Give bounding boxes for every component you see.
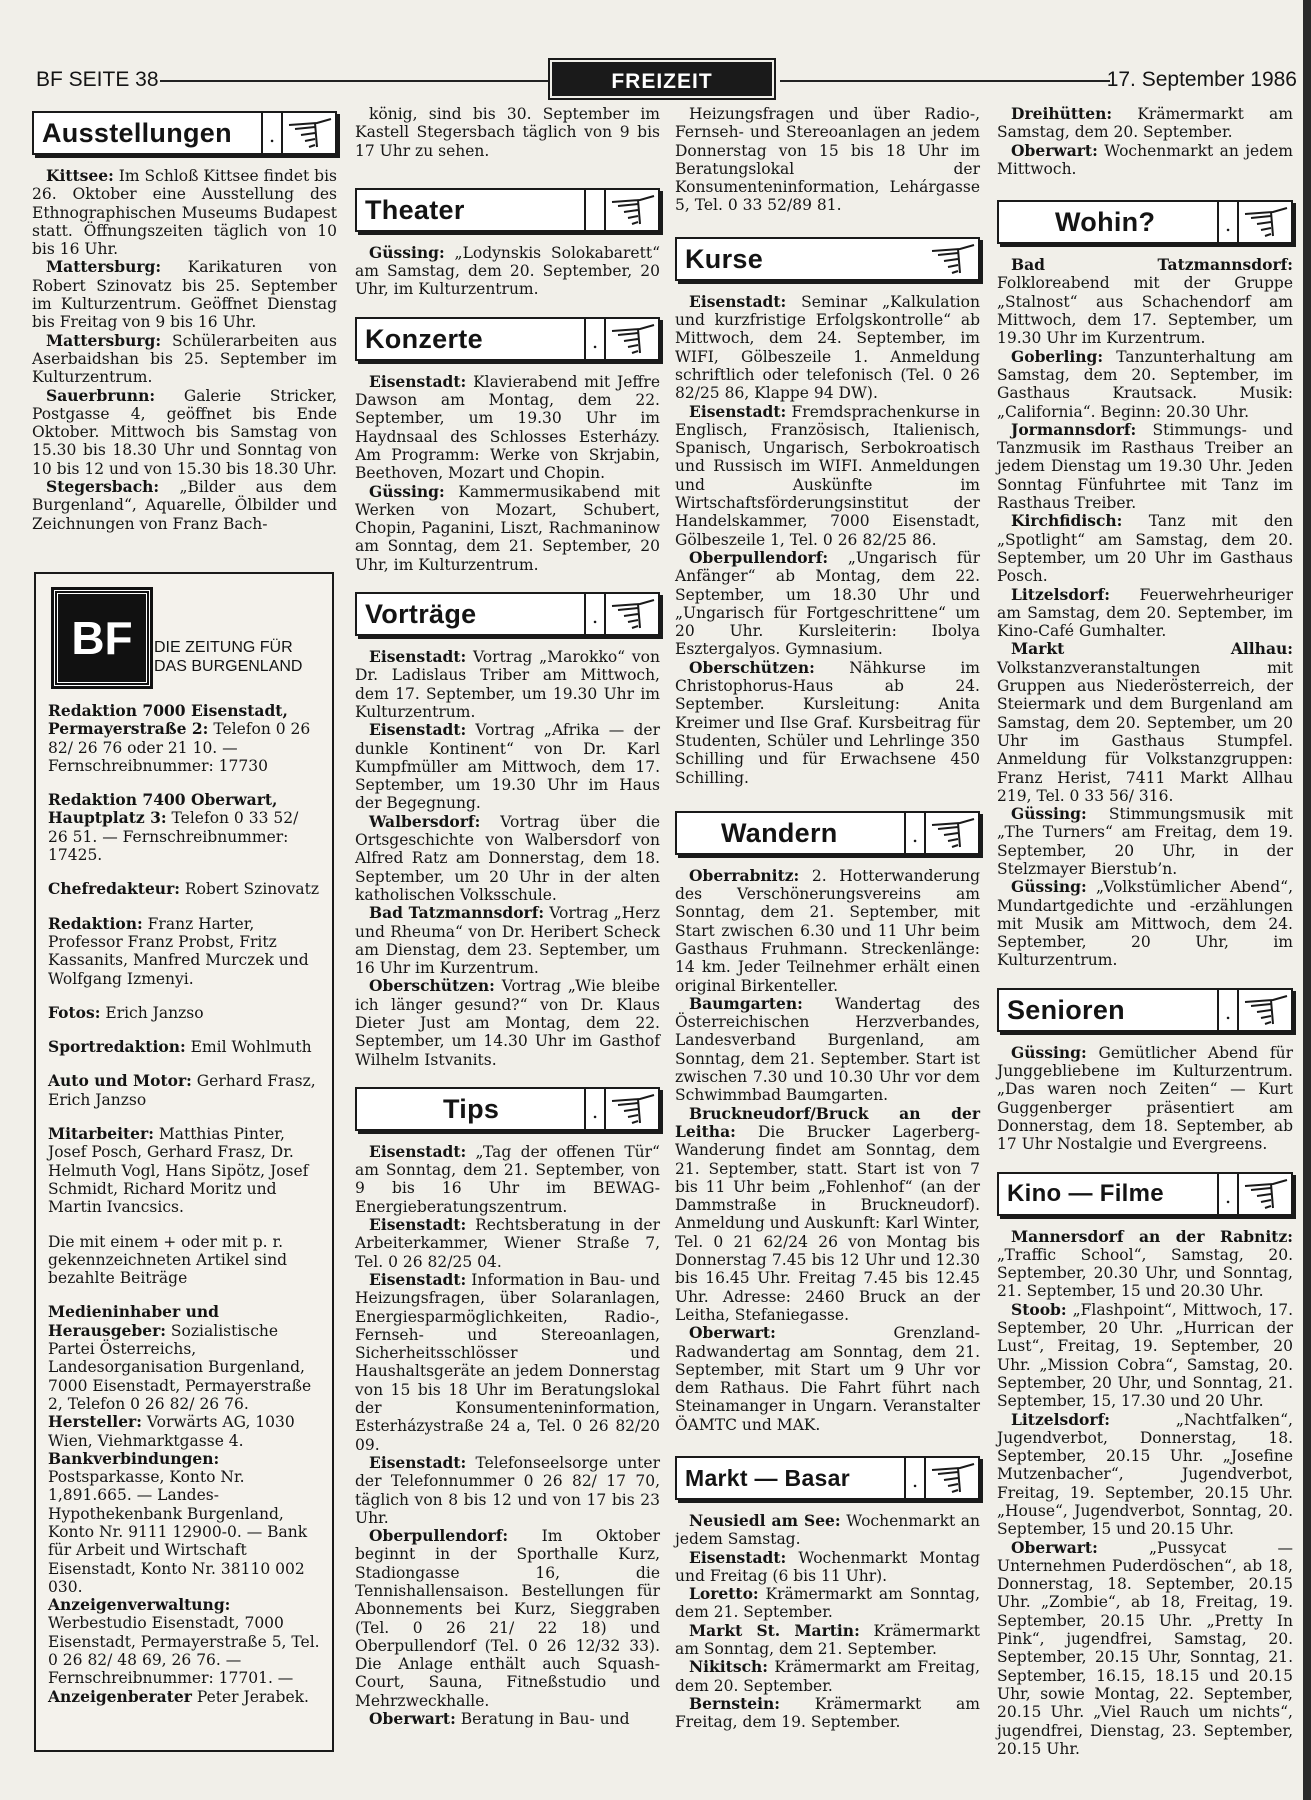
ausstellungen-list (32, 167, 337, 533)
impressum-blocks (48, 702, 320, 1287)
entry-location: Redaktion 7000 Eisenstadt, Permayerstraße 2: (48, 701, 288, 739)
entry-location: Mattersburg: (46, 330, 162, 350)
entry-text: Sozialistische Partei Österreichs, Landesorganisation Burgenland, 7000 Eisenstadt, Permayerstraße 2, Telefon 0 26 82/ 26 76. (48, 1321, 312, 1413)
entry (675, 995, 980, 1105)
entry-location: Eisenstadt: (369, 647, 467, 667)
pointing-hand-icon (610, 192, 656, 228)
entry-location: Loretto: (689, 1584, 759, 1604)
page-edge (1303, 0, 1311, 1800)
wohin-list (997, 256, 1293, 970)
entry (675, 1585, 980, 1622)
entry (48, 880, 320, 898)
entry-text: Feuerwehrheuriger am Samstag, dem 20. September, im Kino-Café Gumhalter. (997, 585, 1293, 641)
entry (355, 483, 660, 574)
bf-logo: BF (54, 590, 150, 686)
entry-location: Medieninhaber und Herausgeber: (48, 1302, 219, 1340)
header-rule-left (160, 80, 548, 82)
entry-text: „Nachtfalken“, Jugendverbot, Donnerstag, 18. September, 20.15 Uhr. „Josefine Mutzenbacher“, Jugendverbot, Freitag, 19. September, 20.15 Uhr. „House“, Jugendverbot, Sonntag, 20. September, 15 und 20.15 Uhr. (997, 1410, 1293, 1539)
column-3 (675, 105, 980, 1732)
entry-text: Im Schloß Kittsee findet bis 26. Oktober eine Ausstellung des Ethnographischen Museums Budapest statt. Öffnungszeiten täglich von 10 bis 16 Uhr. (32, 167, 338, 259)
entry-text: Franz Harter, Professor Franz Probst, Fritz Kassanits, Manfred Murczek und Wolfgang Izmenyi. (48, 914, 309, 988)
header-rule-right (780, 80, 1110, 82)
entry (675, 549, 980, 659)
entry-location: Bad Tatzmannsdorf: (369, 903, 545, 923)
entry (48, 1125, 320, 1216)
entry-location: Stegersbach: (46, 477, 160, 497)
entry-location: Mattersburg: (46, 257, 162, 277)
entry-location: Chefredakteur: (48, 879, 180, 899)
entry-text: „Traffic School“, Samstag, 20. September, 20.30 Uhr, und Sonntag, 21. September, 15 und 20.30 Uhr. (997, 1245, 1293, 1301)
entry-location: Goberling: (1011, 346, 1104, 366)
heading-theater: Theater (355, 188, 660, 232)
entry (355, 1216, 660, 1271)
entry-text: Postsparkasse, Konto Nr. 1,891.665. — Landes-Hypothekenbank Burgenland, Konto Nr. 9111 12900-0. — Bank für Arbeit und Wirtschaft Eisenstadt, Konto Nr. 38110 002 030. (48, 1468, 308, 1596)
entry-text: Vortrag über die Ortsgeschichte von Walbersdorf von Alfred Ratz am Donnerstag, dem 18. September, um 20 Uhr in der alten katholischen Volksschule. (355, 812, 660, 904)
entry-location: Eisenstadt: (369, 1215, 467, 1235)
entry-location: Kittsee: (46, 166, 114, 185)
entry (997, 878, 1293, 969)
entry-text: Matthias Pinter, Josef Posch, Gerhard Frasz, Dr. Helmuth Vogl, Hans Sipötz, Josef Schmidt, Richard Moritz und Martin Ivancsics. (48, 1125, 309, 1217)
entry-text: Klavierabend mit Jeffre Dawson am Montag, dem 22. September, um 19.30 Uhr im Haydnsaal des Schlosses Esterházy. Am Programm: Werke von Skrjabin, Beethoven, Mozart und Chopin. (355, 372, 660, 483)
entry (997, 512, 1293, 585)
pointing-hand-icon (610, 1091, 656, 1127)
entry-text: Nähkurse im Christophorus-Haus ab 24. September. Kursleitung: Anita Kreimer und Ilse Graf. Kursbeitrag für Studenten, Schüler und Lehrlinge 350 Schilling und für Erwachsene 450 Schilling. (675, 658, 980, 787)
kurse-list (675, 293, 980, 787)
entry-text: Volkstanzveranstaltungen mit Gruppen aus Niederösterreich, der Steiermark und dem Burgenland am Samstag, dem 20. September, um 20 Uhr im Gasthaus Stumpfel. Anmeldung für Volkstanzgruppen: Franz Herist, 7411 Markt Allhau 219, Tel. 0 33 56/ 316. (997, 658, 1293, 805)
entry (675, 1549, 980, 1586)
entry (997, 1301, 1293, 1411)
entry (355, 1527, 660, 1710)
entry-text: Seminar „Kalkulation und kurzfristige Erfolgskontrolle“ ab Mittwoch, dem 24. September, im WIFI, Gölbeszeile 1. Anmeldung schriftlich oder telefonisch (Tel. 0 26 82/25 86, Klappe 94 DW). (675, 292, 980, 403)
entry (997, 640, 1293, 805)
entry-text: Telefon 0 26 82/ 26 76 oder 21 10. — Fernschreibnummer: 17730 (48, 720, 311, 775)
entry-text: Gerhard Frasz, Erich Janzso (48, 1072, 316, 1109)
markt-continued-list (997, 105, 1293, 178)
entry (32, 332, 337, 387)
entry (675, 659, 980, 787)
entry-location: Jormannsdorf: (1011, 419, 1137, 439)
entry-text: Vortrag „Marokko“ von Dr. Ladislaus Triber am Mittwoch, dem 17. September, um 19.30 Uhr im Kulturzentrum. (355, 648, 660, 721)
entry-text: Wochenmarkt Montag und Freitag (6 bis 11 Uhr). (675, 1548, 980, 1585)
page-label: BF SEITE 38 (36, 68, 159, 91)
entry (997, 421, 1293, 512)
heading-kurse: Kurse (675, 237, 980, 281)
pointing-hand-icon (1243, 992, 1289, 1028)
entry (355, 721, 660, 812)
entry-location: Oberschützen: (689, 657, 815, 677)
entry-location: Litzelsdorf: (1011, 1409, 1110, 1429)
entry-text: Telefonseelsorge unter der Telefonnummer 0 26 82/ 17 70, täglich von 8 bis 12 und von 17 bis 23 Uhr. (355, 1453, 660, 1527)
theater-list (355, 244, 660, 299)
entry-text: Wochenmarkt an jedem Samstag. (675, 1512, 980, 1549)
entry (997, 805, 1293, 878)
entry-text: „Tag der offenen Tür“ am Sonntag, dem 21. September, von 9 bis 16 Uhr im BEWAG-Energieberatungszentrum. (355, 1142, 660, 1216)
heading-vortraege: Vorträge . (355, 592, 660, 636)
entry-location: Sauerbrunn: (46, 385, 156, 405)
wandern-list (675, 867, 980, 1434)
entry-location: Dreihütten: (1011, 104, 1113, 123)
entry-text: 2. Hotterwanderung des Verschönerungsvereins am Sonntag, dem 21. September, mit Start zwischen 6.30 und 11 Uhr beim Gasthaus Fruhmann. Streckenlänge: 14 km. Jeder Teilnehmer erhält einen original Birkenteller. (675, 866, 980, 995)
entry-text: Im Oktober beginnt in der Sporthalle Kurz, Stadiongasse 16, die Tennishallensaison. Bestellungen für Abonnements bei Kurz, Sieggraben (Tel. 0 26 21/ 22 18) und Oberpullendorf (Tel. 0 26 12/32 33). Die Anlage enthält auch Squash-Court, Sauna, Fitneßstudio und Mehrzweckhalle. (355, 1527, 660, 1710)
entry-text: Erich Janzso (100, 1003, 204, 1022)
entry-text: Beratung in Bau- und (455, 1710, 630, 1729)
entry (355, 648, 660, 721)
entry (355, 373, 660, 483)
entry-location: Oberschützen: (369, 976, 495, 996)
entry (32, 387, 337, 478)
pointing-hand-icon (1243, 1176, 1289, 1212)
entry-location: Güssing: (369, 481, 445, 501)
entry-text: Peter Jerabek. (191, 1687, 309, 1706)
entry-text: Krämermarkt am Sonntag, dem 21. September. (675, 1621, 981, 1659)
entry (997, 348, 1293, 421)
entry-location: Fotos: (48, 1002, 101, 1022)
entry-location: Eisenstadt: (689, 401, 787, 421)
entry-text: „Lodynskis Solokabarett“ am Samstag, dem 20. September, 20 Uhr, im Kulturzentrum. (355, 243, 660, 299)
entry (32, 478, 337, 533)
entry-location: Bankverbindungen: (48, 1448, 220, 1468)
entry-location: Eisenstadt: (369, 1269, 467, 1289)
entry (997, 1228, 1293, 1301)
entry-location: Baumgarten: (689, 993, 803, 1013)
entry-text: „Bilder aus dem Burgenland“, Aquarelle, Ölbilder und Zeichnungen von Franz Bach- (32, 478, 337, 533)
entry (355, 1143, 660, 1216)
entry-text: Folkloreabend mit der Gruppe „Stalnost“ aus Schachendorf am Mittwoch, dem 17. September, um 19.30 Uhr im Kurzentrum. (997, 274, 1293, 348)
entry-text: Wandertag des Österreichischen Herzverbandes, Landesverband Burgenland, am Sonntag, dem 21. September. Start ist zwischen 7.30 und 10.30 Uhr vor dem Schwimmbad Baumgarten. (675, 994, 980, 1105)
entry (675, 1512, 980, 1549)
entry (675, 1324, 980, 1434)
entry (675, 293, 980, 403)
entry (48, 1303, 320, 1413)
entry-location: Oberpullendorf: (689, 547, 829, 567)
entry-location: Markt St. Martin: (689, 1620, 860, 1640)
entry (48, 1450, 320, 1596)
entry-location: Auto und Motor: (48, 1071, 192, 1091)
entry (997, 1044, 1293, 1154)
entry-location: Güssing: (369, 242, 445, 262)
tips-list (355, 1143, 660, 1729)
entry-location: Eisenstadt: (369, 1452, 467, 1472)
senioren-list (997, 1044, 1293, 1154)
entry (48, 1072, 320, 1109)
entry-location: Markt Allhau: (1011, 639, 1293, 659)
entry (997, 586, 1293, 641)
entry-text: Stimmungsmusik mit „The Turners“ am Freitag, dem 19. September, 20 Uhr, in der Stelzmayer Bierstub’n. (997, 805, 1293, 878)
entry-location: Oberwart: (1011, 1537, 1098, 1557)
heading-ausstellungen: Ausstellungen . (32, 111, 337, 155)
heading-kino: Kino — Filme . (997, 1172, 1293, 1216)
page-header (0, 0, 1311, 100)
impressum-box (34, 572, 334, 1752)
column-1 (32, 105, 337, 533)
entry (48, 1596, 320, 1687)
entry (675, 1695, 980, 1732)
entry-location: Anzeigenverwaltung: (48, 1595, 231, 1615)
entry (355, 813, 660, 904)
entry-location: Oberwart: (689, 1323, 776, 1343)
entry-location: Oberwart: (369, 1709, 456, 1729)
heading-tips: Tips . (355, 1087, 660, 1131)
entry-location: Nikitsch: (689, 1657, 768, 1677)
entry-text: „Flashpoint“, Mittwoch, 17. September, 20 Uhr. „Hurrican der Lust“, Freitag, 19. September, 20 Uhr. „Mission Cobra“, Samstag, 20. September, 20 Uhr, und Sonntag, 21. September, 15, 17.30 und 20 Uhr. (997, 1300, 1293, 1411)
entry (355, 244, 660, 299)
continued-text: Heizungsfragen und über Radio-, Fernseh- und Stereoanlagen an jedem Donnerstag von 15 bis 18 Uhr im Beratungslokal der Konsumenteninformation, Lehárgasse 5, Tel. 0 33 52/89 81. (675, 105, 980, 215)
entry-text: Krämermarkt am Freitag, dem 20. September. (675, 1658, 980, 1695)
entry (997, 142, 1293, 179)
entry-location: Bruckneudorf/Bruck an der Leitha: (675, 1103, 980, 1141)
markt-list (675, 1512, 980, 1732)
entry (675, 1622, 980, 1659)
heading-wandern: Wandern . (675, 811, 980, 855)
entry (355, 1710, 660, 1728)
entry (32, 167, 337, 258)
entry-text: Krämermarkt am Sonntag, dem 21. September. (675, 1585, 980, 1622)
kino-list (997, 1228, 1293, 1759)
logo-tagline: DIE ZEITUNG FÜR DAS BURGENLAND (154, 639, 303, 675)
entry-location: Oberrabnitz: (689, 865, 800, 885)
entry-text: Gemütlicher Abend für Junggebliebene im Kulturzentrum. „Das waren noch Zeiten“ — Kurt Guggenberger präsentiert am Donnerstag, dem 18. September, ab 17 Uhr Nostalgie und Evergreens. (997, 1043, 1293, 1154)
entry (48, 1233, 320, 1288)
entry (355, 1454, 660, 1527)
entry-text: Grenzland-Radwandertag am Sonntag, dem 21. September, mit Start um 9 Uhr vor dem Rathaus. Die Fahrt führt nach Steinamanger in Ungarn. Veranstalter ÖAMTC und MAK. (675, 1324, 980, 1434)
pointing-hand-icon (930, 241, 976, 277)
entry-location: Walbersdorf: (369, 811, 481, 831)
entry-location: Anzeigenberater (48, 1686, 192, 1706)
entry-location: Oberwart: (1011, 140, 1098, 160)
entry-text: Die mit einem + oder mit p. r. gekennzeichneten Artikel sind bezahlte Beiträge (48, 1232, 288, 1288)
entry-text: Vortrag „Herz und Rheuma“ von Dr. Heribert Scheck am Dienstag, dem 23. September, um 16 Uhr im Kurzentrum. (355, 904, 660, 978)
entry (675, 1658, 980, 1695)
entry (48, 1004, 320, 1022)
impressum-publisher (48, 1303, 320, 1706)
entry-location: Eisenstadt: (689, 291, 787, 311)
entry-text: Die Brucker Lagerberg-Wanderung findet am Sonntag, dem 21. September, statt. Start ist von 7 bis 11 Uhr beim „Fohlenhof“ (an der Dammstraße in Bruckneudorf). Anmeldung und Auskunft: Karl Winter, Tel. 0 21 62/24 26 von Montag bis Donnerstag 7.45 bis 12 Uhr und 12.30 bis 16.45 Uhr. Freitag 7.45 bis 12.45 Uhr. Adresse: 2460 Bruck an der Leitha, Stefaniegasse. (675, 1122, 980, 1324)
entry-location: Oberpullendorf: (369, 1526, 509, 1546)
entry-location: Mitarbeiter: (48, 1124, 154, 1144)
entry-text: Werbestudio Eisenstadt, 7000 Eisenstadt, Permayerstraße 5, Tel. 0 26 82/ 48 69, 26 76. — Fernschreibnummer: 17701. — (48, 1614, 320, 1688)
entry-text: Stimmungs- und Tanzmusik im Rasthaus Treiber an jedem Dienstag um 19.30 Uhr. Jeden Sonntag Fünfuhrtee mit Tanz im Rasthaus Treiber. (997, 420, 1293, 513)
entry-text: Kammermusikabend mit Werken von Mozart, Schubert, Chopin, Paganini, Liszt, Rachmaninow am Sonntag, dem 21. September, 20 Uhr, im Kulturzentrum. (355, 482, 660, 574)
entry-location: Redaktion: (48, 913, 143, 933)
issue-date: 17. September 1986 (1106, 68, 1297, 91)
entry-text: Vorwärts AG, 1030 Wien, Viehmarktgasse 4. (48, 1413, 295, 1450)
pointing-hand-icon (610, 321, 656, 357)
entry-text: Galerie Stricker, Postgasse 4, geöffnet bis Ende Oktober. Mittwoch bis Samstag von 15.30 bis 18.30 Uhr und Sonntag von 10 bis 12 und von 15.30 bis 18.30 Uhr. (32, 386, 337, 478)
entry (675, 403, 980, 549)
entry (997, 1539, 1293, 1759)
entry-location: Mannersdorf an der Rabnitz: (1011, 1226, 1293, 1246)
pointing-hand-icon (930, 1460, 976, 1496)
entry-text: Tanz mit den „Spotlight“ am Samstag, dem 20. September, um 20 Uhr im Gasthaus Posch. (997, 512, 1293, 586)
entry (355, 904, 660, 977)
entry-text: Robert Szinovatz (179, 880, 320, 899)
pointing-hand-icon (1243, 204, 1289, 240)
entry (48, 1038, 320, 1056)
entry-location: Güssing: (1011, 804, 1087, 824)
entry-location: Litzelsdorf: (1011, 584, 1110, 604)
entry-text: Krämermarkt am Freitag, dem 19. September. (675, 1694, 980, 1732)
entry (997, 105, 1293, 142)
entry-text: Rechtsberatung in der Arbeiterkammer, Wiener Straße 7, Tel. 0 26 82/25 04. (355, 1216, 660, 1271)
entry-text: „Volkstümlicher Abend“, Mundartgedichte und -erzählungen mit Musik am Mittwoch, dem 24. September, 20 Uhr, im Kulturzentrum. (997, 878, 1293, 970)
heading-senioren: Senioren . (997, 988, 1293, 1032)
entry-location: Eisenstadt: (369, 371, 467, 391)
entry (48, 1688, 320, 1706)
heading-wohin: Wohin? . (997, 200, 1293, 244)
entry-text: Schülerarbeiten aus Aserbaidshan bis 25. September im Kulturzentrum. (32, 331, 337, 387)
entry-text: Vortrag „Afrika — der dunkle Kontinent“ von Dr. Karl Kumpfmüller am Mittwoch, dem 17. September, um 19.30 Uhr im Haus der Begegnung. (355, 721, 660, 813)
continued-text: könig, sind bis 30. September im Kastell Stegersbach täglich von 9 bis 17 Uhr zu sehen. (355, 105, 660, 160)
entry-location: Güssing: (1011, 877, 1087, 897)
entry-location: Eisenstadt: (369, 1141, 467, 1161)
entry (355, 977, 660, 1068)
entry-text: Telefon 0 33 52/ 26 51. — Fernschreibnummer: 17425. (48, 809, 299, 865)
entry-location: Hersteller: (48, 1412, 142, 1432)
entry (48, 1413, 320, 1450)
entry-text: Tanzunterhaltung am Samstag, dem 20. September, im Gasthaus Krautsack. Musik: „California“. Beginn: 20.30 Uhr. (997, 347, 1293, 421)
entry-text: Wochenmarkt an jedem Mittwoch. (997, 141, 1293, 178)
heading-konzerte: Konzerte . (355, 317, 660, 361)
heading-markt: Markt — Basar . (675, 1456, 980, 1500)
entry (48, 915, 320, 988)
entry-text: Vortrag „Wie bleibe ich länger gesund?“ von Dr. Klaus Dieter Just am Montag, dem 22. September, um 14.30 Uhr im Gasthof Wilhelm Istvanits. (355, 977, 660, 1069)
column-2 (355, 105, 660, 1728)
entry-location: Eisenstadt: (369, 720, 467, 740)
entry-location: Eisenstadt: (689, 1547, 787, 1567)
column-4 (997, 105, 1293, 1758)
entry (32, 258, 337, 331)
pointing-hand-icon (610, 596, 656, 632)
entry-location: Güssing: (1011, 1042, 1087, 1062)
entry-location: Kirchfidisch: (1011, 511, 1123, 531)
pointing-hand-icon (930, 815, 976, 851)
entry-location: Bad Tatzmannsdorf: (1011, 255, 1293, 275)
entry-location: Bernstein: (689, 1693, 781, 1713)
entry-location: Stoob: (1011, 1299, 1067, 1319)
entry-location: Sportredaktion: (48, 1037, 186, 1057)
vortraege-list (355, 648, 660, 1069)
entry-text: Emil Wohlmuth (185, 1038, 312, 1057)
entry (355, 1271, 660, 1454)
entry-text: „Ungarisch für Anfänger“ ab Montag, dem 22. September, um 18.30 Uhr und „Ungarisch für Fortgeschrittene“ um 20 Uhr. Kursleiterin: Ibolya Esztergalyos. Gymnasium. (675, 548, 980, 659)
entry (997, 256, 1293, 347)
entry-text: Information in Bau- und Heizungsfragen, über Solaranlagen, Energiesparmöglichkeiten, Radio-, Fernseh- und Stereoanlagen, Sicherheitsschlösser und Haushaltsgeräte an jedem Donnerstag von 15 bis 18 Uhr im Beratungslokal der Konsumenteninformation, Esterházystraße 24 a, Tel. 0 26 82/20 09. (355, 1270, 660, 1454)
section-title: FREIZEIT (552, 62, 772, 96)
entry-location: Redaktion 7400 Oberwart, Hauptplatz 3: (48, 790, 278, 828)
pointing-hand-icon (287, 115, 333, 151)
entry-text: Fremdsprachenkurse in Englisch, Französisch, Italienisch, Spanisch, Ungarisch, Serbokroatisch und Russisch im WIFI. Anmeldungen und Auskünfte im Wirtschaftsförderungsinstitut der Handelskammer, 7000 Eisenstadt, Gölbeszeile 1, Tel. 0 26 82/25 86. (675, 402, 980, 549)
entry (675, 1105, 980, 1325)
entry (675, 867, 980, 995)
entry-text: „Pussycat — Unternehmen Puderdöschen“, ab 18, Donnerstag, 18. September, 20.15 Uhr. „Zombie“, ab 18, Freitag, 19. September, 20.15 Uhr. „Pretty In Pink“, jugendfrei, Samstag, 20. September, 20.15 Uhr, Sonntag, 21. September, 16.15, 18.15 und 20.15 Uhr, sowie Montag, 22. September, 20.15 Uhr. „Viel Rauch um nichts“, jugendfrei, Dienstag, 23. September, 20.15 Uhr. (997, 1538, 1293, 1758)
entry (48, 702, 320, 775)
entry-text: Karikaturen von Robert Szinovatz bis 25. September im Kulturzentrum. Geöffnet Dienstag bis Freitag von 9 bis 16 Uhr. (32, 258, 337, 332)
entry (48, 791, 320, 864)
entry-location: Neusiedl am See: (689, 1511, 841, 1530)
entry (997, 1411, 1293, 1539)
entry-text: Krämermarkt am Samstag, dem 20. September. (997, 105, 1293, 142)
konzerte-list (355, 373, 660, 574)
